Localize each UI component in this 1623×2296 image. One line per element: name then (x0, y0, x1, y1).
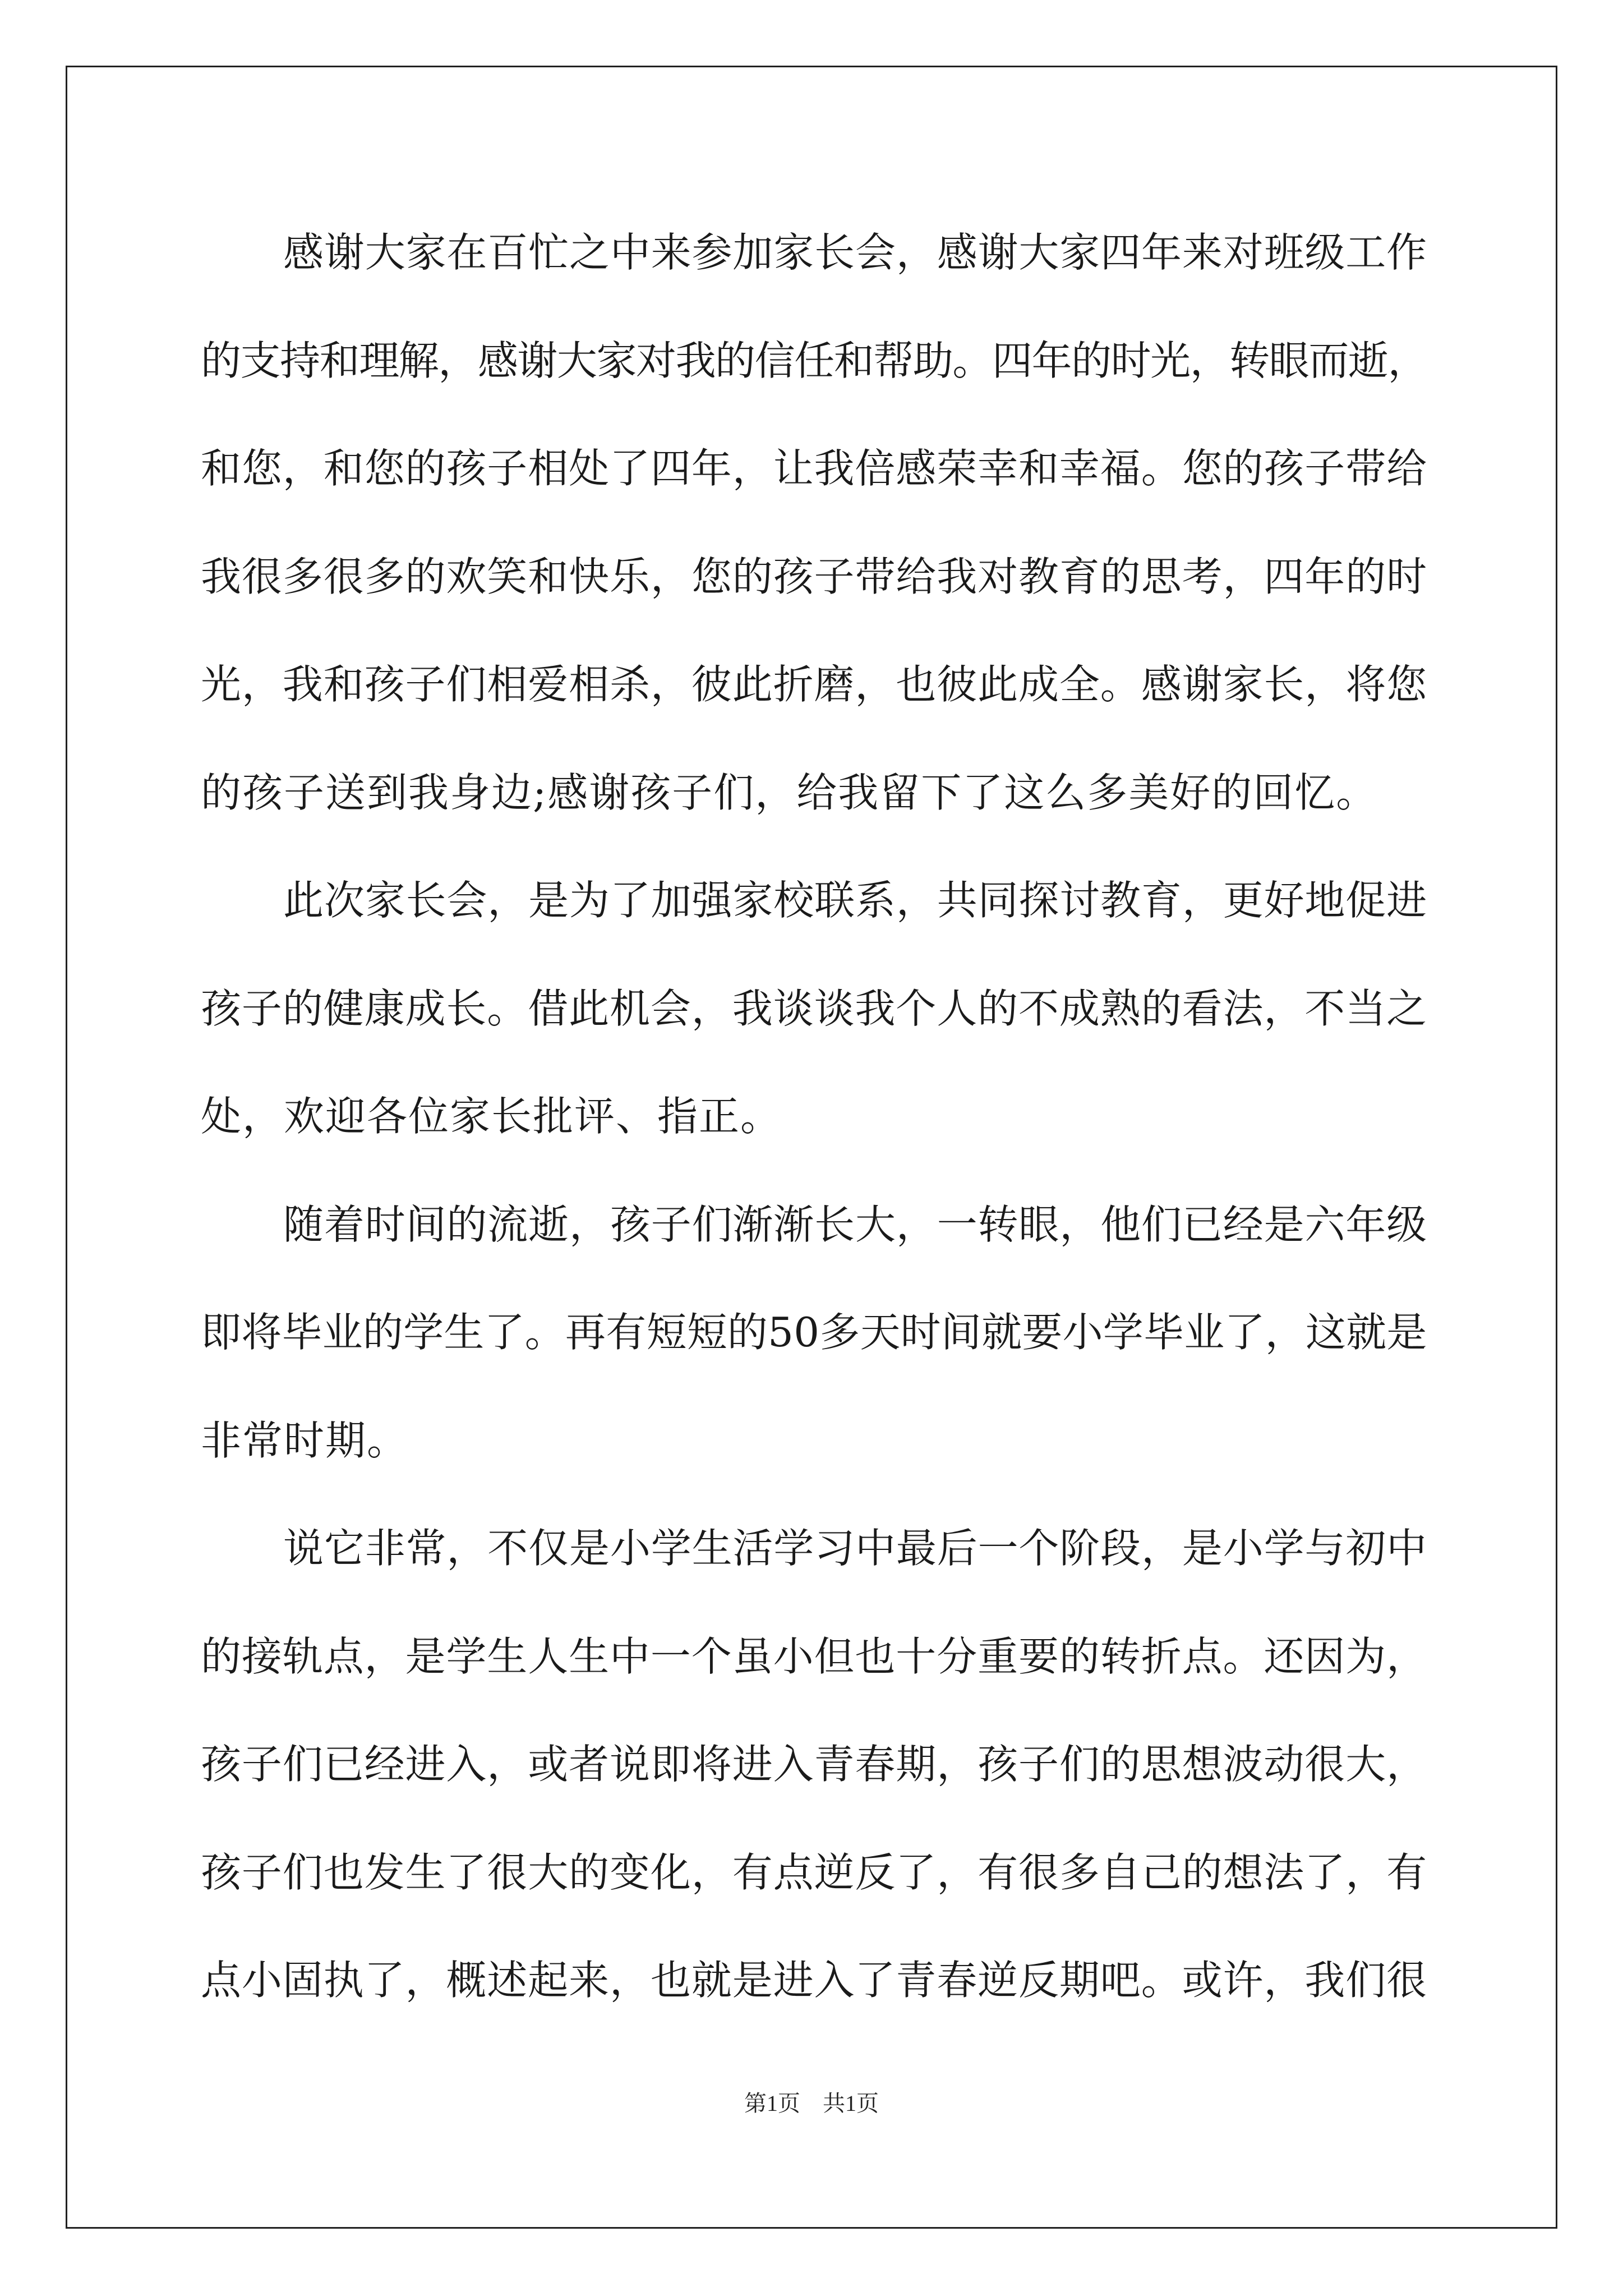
paragraph-1-line-2: 的支持和理解，感谢大家对我的信任和帮助。四年的时光，转眼而逝， (201, 337, 1428, 384)
paragraph-2-line-3: 处，欢迎各位家长批评、指正。 (201, 1093, 782, 1140)
paragraph-4-line-1: 说它非常，不仅是小学生活学习中最后一个阶段，是小学与初中 (283, 1525, 1428, 1572)
paragraph-1-line-5: 光，我和孩子们相爱相杀，彼此折磨，也彼此成全。感谢家长，将您 (201, 661, 1428, 708)
paragraph-2-line-2: 孩子的健康成长。借此机会，我谈谈我个人的不成熟的看法，不当之 (201, 985, 1428, 1032)
paragraph-4-line-4: 孩子们也发生了很大的变化，有点逆反了，有很多自己的想法了，有 (201, 1849, 1428, 1896)
paragraph-1-line-4: 我很多很多的欢笑和快乐，您的孩子带给我对教育的思考，四年的时 (201, 553, 1428, 600)
paragraph-1-line-3: 和您，和您的孩子相处了四年，让我倍感荣幸和幸福。您的孩子带给 (201, 445, 1428, 492)
page-footer-label: 第1页 共1页 (744, 2091, 879, 2116)
paragraph-1-line-6: 的孩子送到我身边;感谢孩子们，给我留下了这么多美好的回忆。 (201, 769, 1378, 816)
paragraph-3-line-1: 随着时间的流逝，孩子们渐渐长大，一转眼，他们已经是六年级 (283, 1201, 1428, 1248)
paragraph-3-line-2: 即将毕业的学生了。再有短短的50多天时间就要小学毕业了，这就是 (201, 1309, 1427, 1356)
page-border (66, 66, 1557, 2229)
paragraph-4-line-3: 孩子们已经进入，或者说即将进入青春期，孩子们的思想波动很大， (201, 1741, 1428, 1788)
paragraph-4-line-5: 点小固执了，概述起来，也就是进入了青春逆反期吧。或许，我们很 (201, 1957, 1428, 2004)
paragraph-1-line-1: 感谢大家在百忙之中来参加家长会，感谢大家四年来对班级工作 (283, 229, 1428, 276)
paragraph-4-line-2: 的接轨点，是学生人生中一个虽小但也十分重要的转折点。还因为， (201, 1633, 1428, 1680)
paragraph-2-line-1: 此次家长会，是为了加强家校联系，共同探讨教育，更好地促进 (283, 877, 1428, 924)
paragraph-3-line-3: 非常时期。 (201, 1417, 409, 1464)
